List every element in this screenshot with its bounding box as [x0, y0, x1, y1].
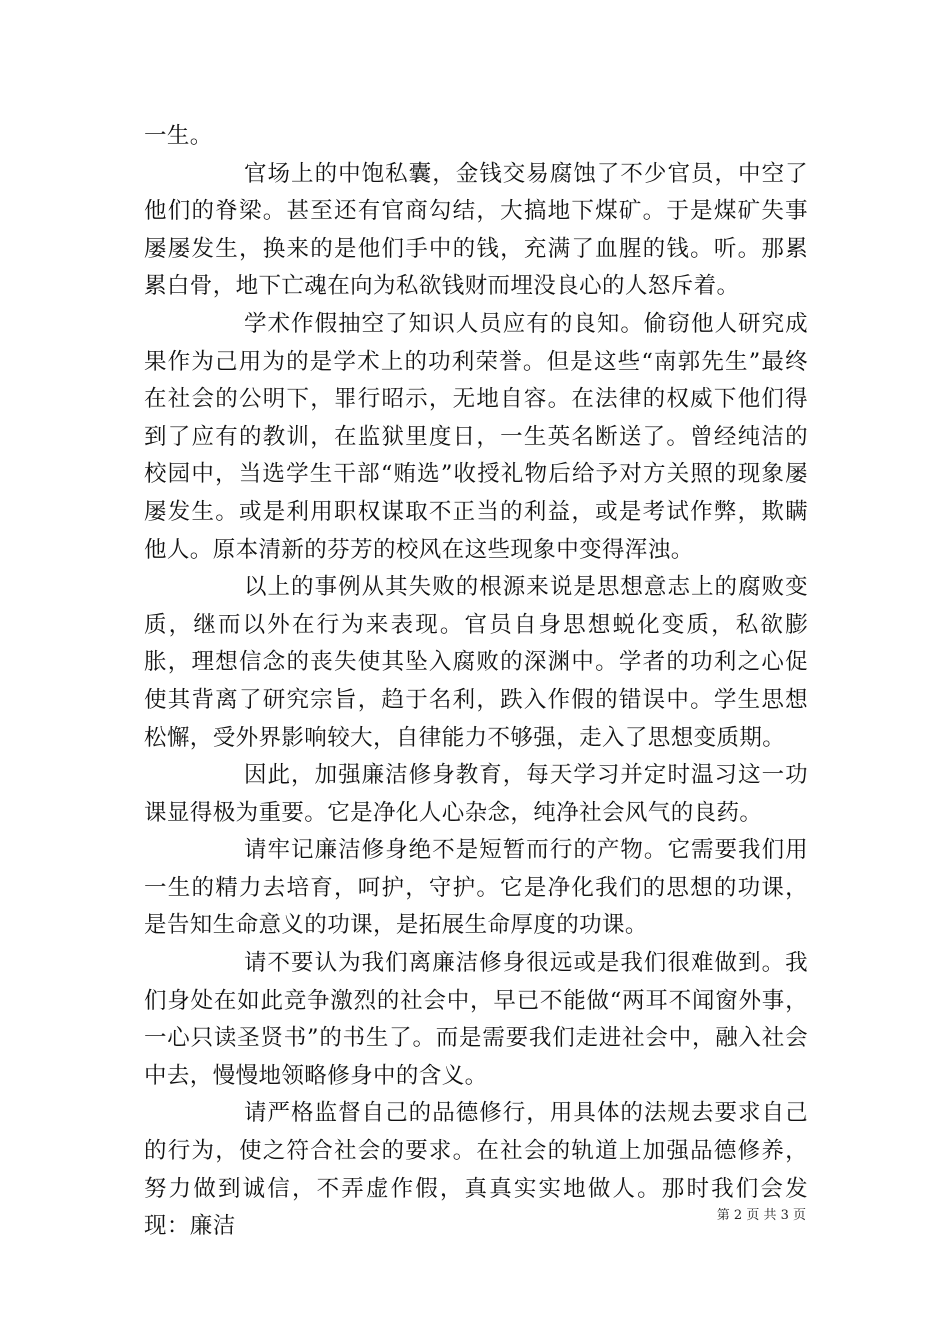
paragraph-6: 请牢记廉洁修身绝不是短暂而行的产物。它需要我们用一生的精力去培育，呵护，守护。它是净化我们的思想的功课，是告知生命意义的功课，是拓展生命厚度的功课。 [144, 837, 808, 939]
paragraph-4: 以上的事例从其失败的根源来说是思想意志上的腐败变质，继而以外在行为来表现。官员自身思想蜕化变质，私欲膨胀，理想信念的丧失使其坠入腐败的深渊中。学者的功利之心促使其背离了研究宗旨，趋于名利，跌入作假的错误中。学生思想松懈，受外界影响较大，自律能力不够强，走入了思想变质期。 [144, 574, 808, 751]
paragraph-2: 官场上的中饱私囊，金钱交易腐蚀了不少官员，中空了他们的脊梁。甚至还有官商勾结，大搞地下煤矿。于是煤矿失事屡屡发生，换来的是他们手中的钱，充满了血腥的钱。听。那累累白骨，地下亡魂在向为私欲钱财而埋没良心的人怒斥着。 [144, 160, 808, 300]
paragraph-7: 请不要认为我们离廉洁修身很远或是我们很难做到。我们身处在如此竞争激烈的社会中，早已不能做“两耳不闻窗外事，一心只读圣贤书”的书生了。而是需要我们走进社会中，融入社会中去，慢慢地领略修身中的含义。 [144, 950, 808, 1089]
paragraph-5: 因此，加强廉洁修身教育，每天学习并定时温习这一功课显得极为重要。它是净化人心杂念，纯净社会风气的良药。 [144, 762, 808, 826]
paragraph-1: 一生。 [144, 123, 213, 149]
page-number-footer: 第 2 页 共 3 页 [716, 1208, 806, 1223]
paragraph-8: 请严格监督自己的品德修行，用具体的法规去要求自己的行为，使之符合社会的要求。在社会的轨道上加强品德修养，努力做到诚信，不弄虚作假，真真实实地做人。那时我们会发现：廉洁 [144, 1100, 808, 1240]
body-text [144, 118, 808, 1246]
paragraph-3: 学术作假抽空了知识人员应有的良知。偷窃他人研究成果作为己用为的是学术上的功利荣誉。但是这些“南郭先生”最终在社会的公明下，罪行昭示，无地自容。在法律的权威下他们得到了应有的教训，在监狱里度日，一生英名断送了。曾经纯洁的校园中，当选学生干部“贿选”收授礼物后给予对方关照的现象屡屡发生。或是利用职权谋取不正当的利益，或是考试作弊，欺瞒他人。原本清新的芬芳的校风在这些现象中变得浑浊。 [144, 310, 808, 563]
